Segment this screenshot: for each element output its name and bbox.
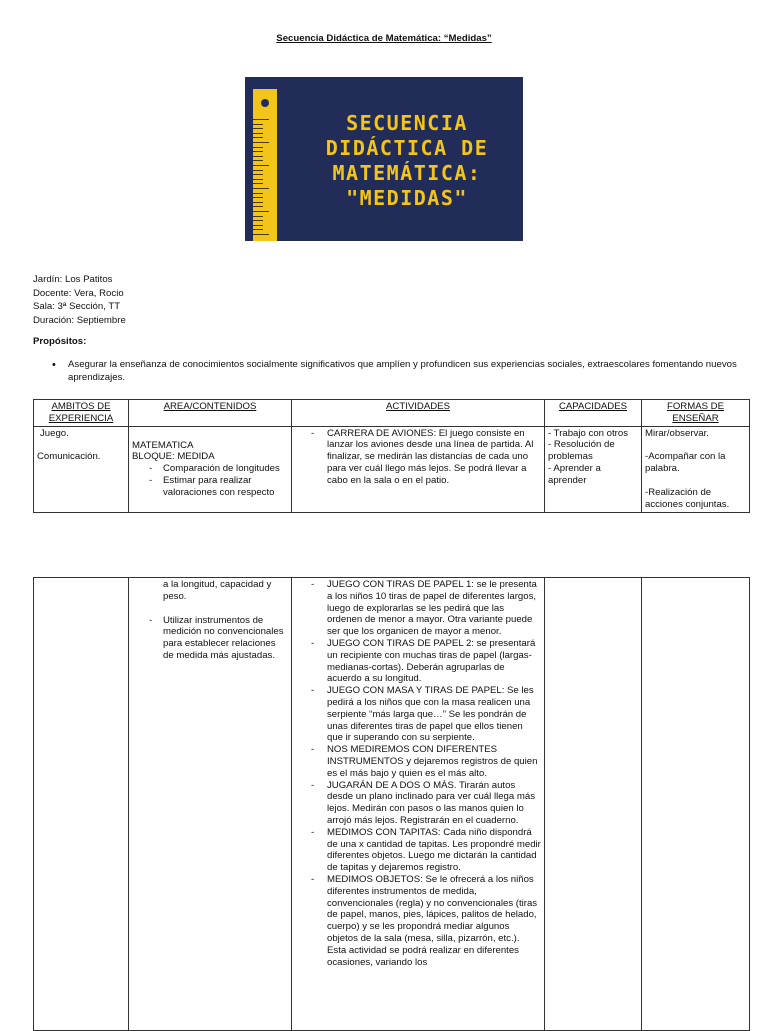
ruler-tick <box>253 225 263 226</box>
cell-ambitos: Juego. Comunicación. <box>34 426 129 512</box>
list-item: - CARRERA DE AVIONES: El juego consiste en lanzar los aviones desde una línea de partida. Al finalizar, se medirán las distancias de cada uno para ver cuál llego más lejos. Se podrá llevar a cabo en la sala o en el patio. <box>295 428 541 487</box>
header-area: AREA/CONTENIDOS <box>129 400 292 427</box>
info-docente: Docente: Vera, Rocio <box>33 287 124 299</box>
plan-table <box>33 399 750 513</box>
ruler-icon <box>253 89 277 241</box>
table-row <box>34 426 750 512</box>
list-item: - MEDIMOS OBJETOS: Se le ofrecerá a los niños diferentes instrumentos de medida, convencionales (regla) y no convencionales (tiras de papel, manos, pies, lápices, palitos de helado, cuerpo) y se les propondrá mediar algunos objetos de la sala (mesa, silla, pizarrón, etc.). Esta actividad se podrá realizar en diferentes ocasiones, variando los <box>295 874 541 968</box>
ruler-tick <box>253 124 263 125</box>
ruler-tick <box>253 119 269 120</box>
cell-formas <box>642 578 750 1031</box>
list-item: - JUEGO CON TIRAS DE PAPEL 1: se le presenta a los niños 10 tiras de papel de diferentes largos, luego de explorarlas se les pedirá que las ordenen de menor a mayor. Otra variante puede ser que los organicen de mayor a menor. <box>295 579 541 638</box>
list-item: - Estimar para realizar valoraciones con respecto <box>132 475 288 499</box>
header-capacidades: CAPACIDADES <box>545 400 642 427</box>
info-sala: Sala: 3ª Sección, TT <box>33 301 121 312</box>
list-item: - JUGARÁN DE A DOS O MÁS. Tirarán autos desde un plano inclinado para ver cuál llega más lejos. Medirán con pasos o las manos quien lo arrojó más lejos. Registrarán en el cuaderno. <box>295 780 541 827</box>
ruler-tick <box>253 202 263 203</box>
ruler-tick <box>253 234 269 235</box>
ruler-tick <box>253 179 263 180</box>
ruler-tick <box>253 128 263 129</box>
cell-capacidades: - Trabajo con otros - Resolución de problemas - Aprender a aprender <box>545 426 642 512</box>
info-duracion: Duración: Septiembre <box>33 314 126 326</box>
ruler-tick <box>253 188 269 189</box>
cell-ambitos <box>34 578 129 1031</box>
cell-area: MATEMATICA BLOQUE: MEDIDA - Comparación de longitudes - Estimar para realizar valoraciones con respecto <box>129 426 292 512</box>
ruler-tick <box>253 160 263 161</box>
cell-capacidades <box>545 578 642 1031</box>
cover-banner <box>245 77 523 241</box>
list-item: - MEDIMOS CON TAPITAS: Cada niño dispondrá de una x cantidad de tapitas. Les propondré medir diferentes objetos. Luego me dictarán la cantidad de tapitas y dejaremos registro. <box>295 827 541 874</box>
list-item: - Comparación de longitudes <box>132 463 288 475</box>
ruler-tick <box>253 211 269 212</box>
ruler-tick <box>253 133 263 134</box>
bullet-icon: • <box>52 359 56 371</box>
cell-actividades <box>292 426 545 512</box>
ruler-tick <box>253 197 263 198</box>
ruler-tick <box>253 216 263 217</box>
ruler-tick <box>253 220 263 221</box>
ruler-tick <box>253 170 263 171</box>
header-ambitos: AMBITOS DE EXPERIENCIA <box>34 400 129 427</box>
plan-table-continued <box>33 577 750 1031</box>
cell-actividades <box>292 578 545 1031</box>
document-title: Secuencia Didáctica de Matemática: “Medidas” <box>276 33 492 44</box>
table-row <box>34 578 750 1031</box>
cell-area: a la longitud, capacidad y peso. - Utilizar instrumentos de medición no convencionales para establecer relaciones de medida más ajustadas. <box>129 578 292 1031</box>
info-jardin: Jardín: Los Patitos <box>33 274 113 285</box>
header-actividades: ACTIVIDADES <box>292 400 545 427</box>
propositos-heading: Propósitos: <box>33 336 87 347</box>
ruler-tick <box>253 142 269 143</box>
table-header-row <box>34 400 750 427</box>
list-item: - JUEGO CON TIRAS DE PAPEL 2: se presentará un recipiente con muchas tiras de papel (largas-medianas-cortas). Deberán agruparlas de acuerdo a su longitud. <box>295 638 541 685</box>
ruler-tick <box>253 165 269 166</box>
propositos-item: Asegurar la enseñanza de conocimientos socialmente significativos que amplíen y profundicen sus experiencias sociales, extraescolares fomentando nuevos aprendizajes. <box>68 359 737 383</box>
ruler-tick <box>253 206 263 207</box>
list-item: - JUEGO CON MASA Y TIRAS DE PAPEL: Se les pedirá a los niños que con la masa realicen una serpiente “más larga que…” Se les pondrán de unas diferentes tiras de papel que ellos tienen que ir superando con su serpiente. <box>295 685 541 744</box>
info-block <box>33 273 126 327</box>
cell-formas: Mirar/observar. -Acompañar con la palabra. -Realización de acciones conjuntas. <box>642 426 750 512</box>
list-item: - NOS MEDIREMOS CON DIFERENTES INSTRUMENTOS y dejaremos registros de quien es el más bajo y quien es el más alto. <box>295 744 541 779</box>
ruler-tick <box>253 229 263 230</box>
ruler-tick <box>253 183 263 184</box>
ruler-tick <box>253 193 263 194</box>
cover-title: SECUENCIA DIDÁCTICA DE MATEMÁTICA: "MEDIDAS" <box>325 111 489 210</box>
ruler-tick <box>253 137 263 138</box>
list-item: - Utilizar instrumentos de medición no convencionales para establecer relaciones de medida más ajustadas. <box>132 615 288 662</box>
ruler-tick <box>253 174 263 175</box>
ruler-tick <box>253 151 263 152</box>
ruler-tick <box>253 156 263 157</box>
header-formas: FORMAS DE ENSEÑAR <box>642 400 750 427</box>
ruler-tick <box>253 147 263 148</box>
